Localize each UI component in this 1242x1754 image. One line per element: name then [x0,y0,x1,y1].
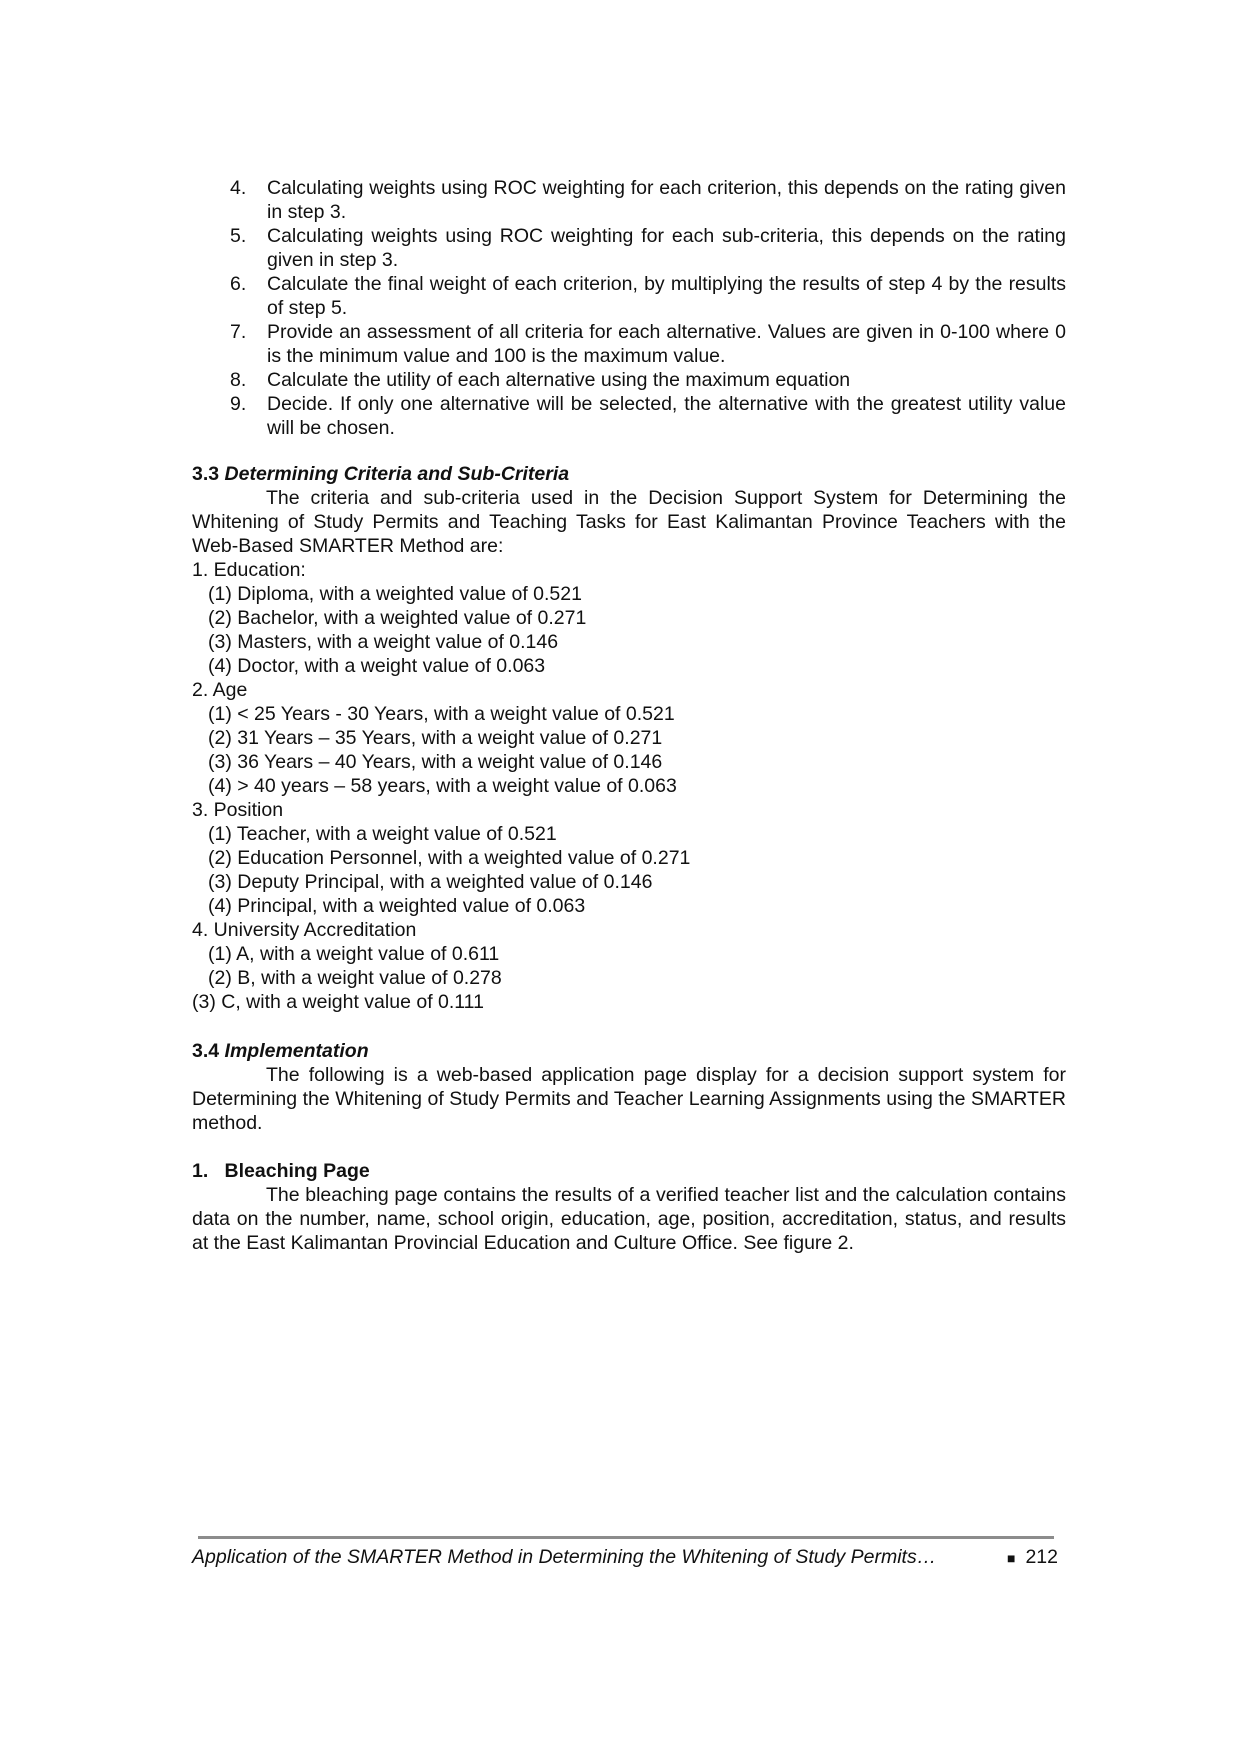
footer-divider [198,1536,1054,1539]
subcriterion-item: (1) Teacher, with a weight value of 0.521 [208,823,557,845]
section-intro: The criteria and sub-criteria used in the Decision Support System for Determining the Whitening of Study Permits and Teaching Tasks for East Kalimantan Province Teachers with the Web-Based SMARTER Method are: [192,487,1066,557]
criterion-label: 2. Age [192,679,248,701]
subsection-heading: 1. Bleaching Page [192,1160,370,1182]
step-item: 8. Calculate the utility of each alternative using the maximum equation [230,369,851,391]
section-intro: The following is a web-based application page display for a decision support system for Determining the Whitening of Study Permits and Teacher Learning Assignments using the SMARTER method. [192,1064,1066,1134]
section-heading: 3.4 Implementation [192,1040,369,1062]
subcriterion-item: (3) 36 Years – 40 Years, with a weight value of 0.146 [208,751,663,773]
criterion-label: 1. Education: [192,559,306,581]
square-bullet-icon: ■ [1006,1549,1016,1566]
running-title: Application of the SMARTER Method in Determining the Whitening of Study Permits… [192,1546,937,1568]
subcriterion-item: (2) 31 Years – 35 Years, with a weight value of 0.271 [208,727,663,749]
subcriterion-item: (3) C, with a weight value of 0.111 [192,991,484,1013]
step-item: 6. Calculate the final weight of each criterion, by multiplying the results of step 4 by the results of step 5. [230,273,1066,319]
subcriterion-item: (2) Bachelor, with a weighted value of 0.271 [208,607,587,629]
subcriterion-item: (2) B, with a weight value of 0.278 [208,967,502,989]
section-3-3 [192,462,1066,1014]
section-heading: 3.3 Determining Criteria and Sub-Criteria [192,463,570,485]
subcriterion-item: (1) Diploma, with a weighted value of 0.521 [208,583,582,605]
page-footer [192,1546,1058,1569]
subcriterion-item: (2) Education Personnel, with a weighted value of 0.271 [208,847,691,869]
page-number: 212 [1025,1546,1058,1568]
step-item: 9. Decide. If only one alternative will be selected, the alternative with the greatest utility value will be chosen. [230,393,1066,439]
subcriterion-item: (4) Principal, with a weighted value of 0.063 [208,895,586,917]
section-3-4 [192,1039,1066,1135]
subcriterion-item: (4) Doctor, with a weight value of 0.063 [208,655,546,677]
step-item: 5. Calculating weights using ROC weighting for each sub-criteria, this depends on the rating given in step 3. [230,225,1066,271]
step-item: 4. Calculating weights using ROC weighting for each criterion, this depends on the rating given in step 3. [230,177,1066,223]
bleaching-page-section [192,1159,1066,1255]
subcriterion-item: (4) > 40 years – 58 years, with a weight value of 0.063 [208,775,677,797]
criterion-label: 3. Position [192,799,284,821]
criterion-label: 4. University Accreditation [192,919,417,941]
step-item: 7. Provide an assessment of all criteria for each alternative. Values are given in 0-100 where 0 is the minimum value and 100 is the maximum value. [230,321,1066,367]
subcriterion-item: (1) A, with a weight value of 0.611 [208,943,500,965]
subsection-text: The bleaching page contains the results of a verified teacher list and the calculation contains data on the number, name, school origin, education, age, position, accreditation, status, and results at the East Kalimantan Provincial Education and Culture Office. See figure 2. [192,1184,1066,1254]
subcriterion-item: (3) Masters, with a weight value of 0.146 [208,631,559,653]
subcriterion-item: (3) Deputy Principal, with a weighted value of 0.146 [208,871,653,893]
subcriterion-item: (1) < 25 Years - 30 Years, with a weight value of 0.521 [208,703,675,725]
method-steps-list [230,176,1066,440]
